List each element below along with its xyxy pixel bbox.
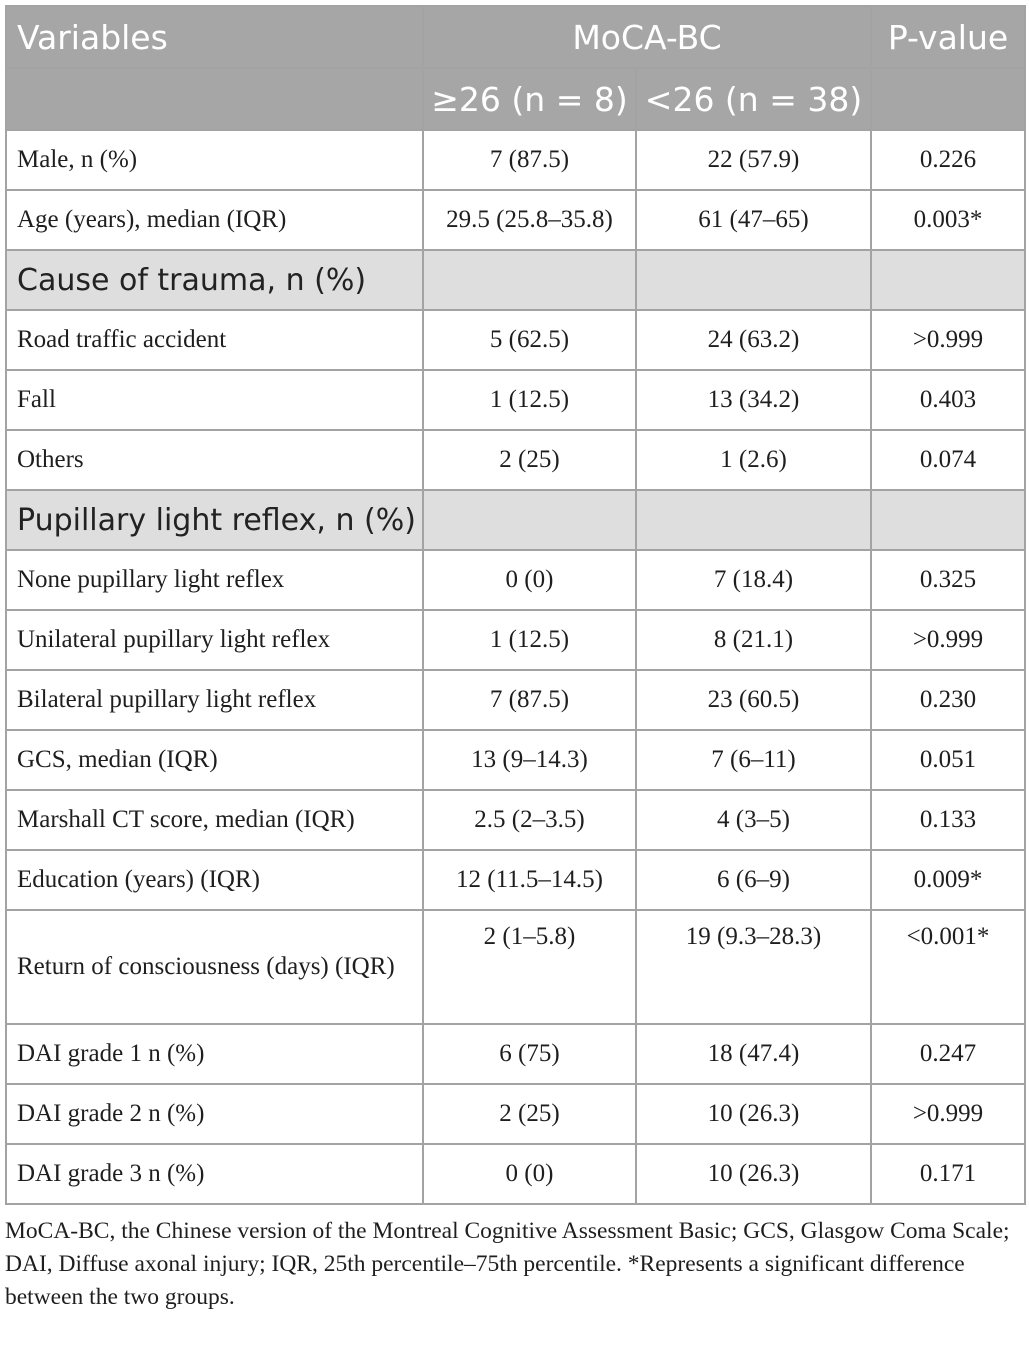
table-row	[6, 790, 1025, 850]
header-row-2	[6, 68, 1025, 130]
cell-pvalue: 0.074	[871, 430, 1025, 490]
section-title: Cause of trauma, n (%)	[6, 250, 423, 310]
cell-lt26: 18 (47.4)	[636, 1024, 871, 1084]
cell-lt26: 6 (6–9)	[636, 850, 871, 910]
header-blank	[6, 68, 423, 130]
table-row	[6, 550, 1025, 610]
cell-ge26: 7 (87.5)	[423, 130, 636, 190]
header-row-1	[6, 6, 1025, 68]
table-row	[6, 1024, 1025, 1084]
header-group: MoCA-BC	[423, 6, 871, 68]
row-label: DAI grade 3 n (%)	[6, 1144, 423, 1204]
cell-ge26: 29.5 (25.8–35.8)	[423, 190, 636, 250]
cell-ge26: 5 (62.5)	[423, 310, 636, 370]
cell-pvalue: >0.999	[871, 310, 1025, 370]
cell-pvalue: 0.325	[871, 550, 1025, 610]
cell-pvalue: 0.133	[871, 790, 1025, 850]
header-pvalue: P-value	[871, 6, 1025, 68]
row-label: Age (years), median (IQR)	[6, 190, 423, 250]
cell-lt26: 22 (57.9)	[636, 130, 871, 190]
section-blank	[423, 250, 636, 310]
table-row	[6, 190, 1025, 250]
cell-pvalue: 0.171	[871, 1144, 1025, 1204]
section-row	[6, 250, 1025, 310]
cell-pvalue: <0.001*	[871, 910, 1025, 1024]
cell-ge26: 6 (75)	[423, 1024, 636, 1084]
row-label: DAI grade 2 n (%)	[6, 1084, 423, 1144]
table-row	[6, 430, 1025, 490]
row-label: Marshall CT score, median (IQR)	[6, 790, 423, 850]
cell-lt26: 7 (18.4)	[636, 550, 871, 610]
table-row	[6, 1084, 1025, 1144]
table-row	[6, 310, 1025, 370]
cell-ge26: 1 (12.5)	[423, 610, 636, 670]
footnote: MoCA-BC, the Chinese version of the Montreal Cognitive Assessment Basic; GCS, Glasgow Coma Scale; DAI, Diffuse axonal injury; IQR, 25th percentile–75th percentile. *Represents a significant difference between the two groups.	[5, 1218, 1010, 1310]
cell-ge26: 13 (9–14.3)	[423, 730, 636, 790]
section-blank	[636, 250, 871, 310]
row-label: Education (years) (IQR)	[6, 850, 423, 910]
cell-lt26: 4 (3–5)	[636, 790, 871, 850]
row-label: GCS, median (IQR)	[6, 730, 423, 790]
section-blank	[636, 490, 871, 550]
table-row	[6, 670, 1025, 730]
table-container	[5, 5, 1024, 1314]
row-label: Fall	[6, 370, 423, 430]
cell-lt26: 13 (34.2)	[636, 370, 871, 430]
row-label: Bilateral pupillary light reflex	[6, 670, 423, 730]
table-row	[6, 370, 1025, 430]
cell-lt26: 24 (63.2)	[636, 310, 871, 370]
cell-ge26: 2 (25)	[423, 430, 636, 490]
section-blank	[423, 490, 636, 550]
cell-lt26: 10 (26.3)	[636, 1144, 871, 1204]
row-label: DAI grade 1 n (%)	[6, 1024, 423, 1084]
table-row	[6, 610, 1025, 670]
table-row	[6, 850, 1025, 910]
cell-lt26: 10 (26.3)	[636, 1084, 871, 1144]
section-row	[6, 490, 1025, 550]
row-label: Others	[6, 430, 423, 490]
section-title: Pupillary light reflex, n (%)	[6, 490, 423, 550]
cell-pvalue: 0.009*	[871, 850, 1025, 910]
cell-ge26: 2 (25)	[423, 1084, 636, 1144]
section-blank	[871, 250, 1025, 310]
cell-lt26: 23 (60.5)	[636, 670, 871, 730]
cell-pvalue: 0.230	[871, 670, 1025, 730]
cell-ge26: 7 (87.5)	[423, 670, 636, 730]
cell-pvalue: >0.999	[871, 610, 1025, 670]
cell-pvalue: >0.999	[871, 1084, 1025, 1144]
cell-pvalue: 0.403	[871, 370, 1025, 430]
cell-lt26: 61 (47–65)	[636, 190, 871, 250]
cell-pvalue: 0.226	[871, 130, 1025, 190]
header-col-ge26: ≥26 (n = 8)	[423, 68, 636, 130]
table-row	[6, 1144, 1025, 1204]
cell-ge26: 2 (1–5.8)	[423, 910, 636, 1024]
cell-ge26: 0 (0)	[423, 1144, 636, 1204]
cell-pvalue: 0.003*	[871, 190, 1025, 250]
cell-lt26: 8 (21.1)	[636, 610, 871, 670]
header-variables: Variables	[6, 6, 423, 68]
row-label: Male, n (%)	[6, 130, 423, 190]
cell-ge26: 2.5 (2–3.5)	[423, 790, 636, 850]
header-blank	[871, 68, 1025, 130]
row-label: Unilateral pupillary light reflex	[6, 610, 423, 670]
section-blank	[871, 490, 1025, 550]
table-row	[6, 130, 1025, 190]
table-row	[6, 910, 1025, 1024]
row-label: Road traffic accident	[6, 310, 423, 370]
table-row	[6, 730, 1025, 790]
row-label: Return of consciousness (days) (IQR)	[6, 910, 423, 1024]
data-table	[5, 5, 1026, 1205]
cell-ge26: 1 (12.5)	[423, 370, 636, 430]
cell-pvalue: 0.051	[871, 730, 1025, 790]
cell-lt26: 1 (2.6)	[636, 430, 871, 490]
row-label: None pupillary light reflex	[6, 550, 423, 610]
cell-ge26: 0 (0)	[423, 550, 636, 610]
cell-lt26: 7 (6–11)	[636, 730, 871, 790]
cell-lt26: 19 (9.3–28.3)	[636, 910, 871, 1024]
header-col-lt26: <26 (n = 38)	[636, 68, 871, 130]
cell-pvalue: 0.247	[871, 1024, 1025, 1084]
cell-ge26: 12 (11.5–14.5)	[423, 850, 636, 910]
